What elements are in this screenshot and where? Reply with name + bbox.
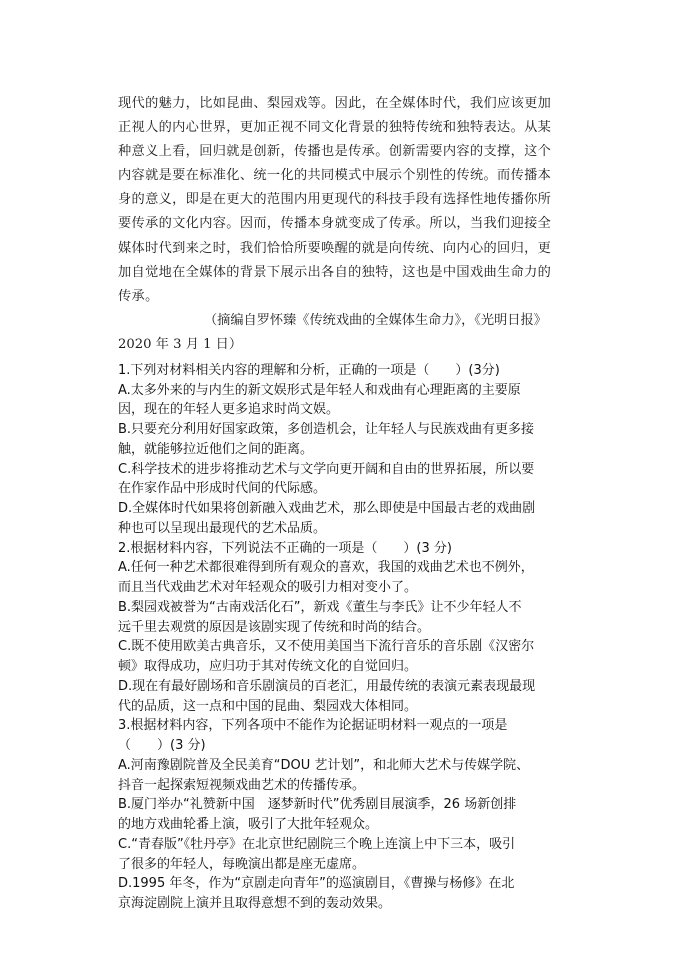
passage-line: 传承。 bbox=[118, 288, 159, 304]
passage-line: 媒体时代到来之时，我们恰恰所要唤醒的就是向传统、向内心的回归，更 bbox=[118, 240, 552, 256]
passage-line: 要传承的文化内容。因而，传播本身就变成了传承。所以，当我们迎接全 bbox=[118, 216, 552, 232]
question-2-option-c: C.既不使用欧美古典音乐，又不使用美国当下流行音乐的音乐剧《汉密尔 bbox=[118, 639, 535, 655]
passage-line: 内容就是要在标准化、统一化的共同模式中展示个别性的传统。而传播本 bbox=[118, 168, 552, 184]
question-2-option-c-cont: 顿》取得成功，应归功于其对传统文化的自觉回归。 bbox=[118, 659, 418, 675]
question-1-option-a-cont: 因，现在的年轻人更多追求时尚文娱。 bbox=[118, 402, 340, 418]
question-1-stem: 1.下列对材料相关内容的理解和分析，正确的一项是（ ）(3分) bbox=[118, 362, 500, 378]
question-1-option-a: A.太多外来的与内生的新文娱形式是年轻人和戏曲有心理距离的主要原 bbox=[118, 382, 521, 398]
source-citation bbox=[118, 309, 568, 357]
question-1-option-b: B.只要充分利用好国家政策，多创造机会，让年轻人与民族戏曲有更多接 bbox=[118, 422, 535, 438]
passage-line: 现代的魅力，比如昆曲、梨园戏等。因此，在全媒体时代，我们应该更加 bbox=[118, 96, 552, 111]
passage-line: 身的意义，即是在更大的范围内用更现代的科技手段有选择性地传播你所 bbox=[118, 192, 552, 208]
question-2-option-d: D.现在有最好剧场和音乐剧演员的百老汇，用最传统的表演元素表现最现 bbox=[118, 678, 536, 694]
question-3-option-c-cont: 了很多的年轻人，每晚演出都是座无虚席。 bbox=[118, 856, 366, 872]
question-2-option-b-cont: 远千里去观赏的原因是该剧实现了传统和时尚的结合。 bbox=[118, 619, 431, 635]
questions bbox=[118, 361, 568, 914]
question-1-option-d: D.全媒体时代如果将创新融入戏曲艺术，那么即使是中国最古老的戏曲剧 bbox=[118, 501, 536, 517]
question-2-option-d-cont: 代的品质，这一点和中国的昆曲、梨园戏大体相同。 bbox=[118, 698, 418, 714]
document-page bbox=[118, 92, 568, 914]
question-3-option-a-cont: 抖音一起探索短视频戏曲艺术的传播传承。 bbox=[118, 777, 366, 793]
question-1-option-c: C.科学技术的进步将推动艺术与文学向更开阔和自由的世界拓展，所以要 bbox=[118, 461, 535, 477]
question-3-option-b-cont: 的地方戏曲轮番上演，吸引了大批年轻观众。 bbox=[118, 817, 379, 833]
passage-line: 种意义上看，回归就是创新，传播也是传承。创新需要内容的支撑，这个 bbox=[118, 144, 552, 160]
passage bbox=[118, 92, 568, 309]
question-2-stem: 2.根据材料内容，下列说法不正确的一项是（ ）(3 分) bbox=[118, 540, 452, 556]
question-3-option-a: A.河南豫剧院普及全民美育“DOU 艺计划”，和北师大艺术与传媒学院、 bbox=[118, 757, 530, 773]
question-3-option-d-cont: 京海淀剧院上演并且取得意想不到的轰动效果。 bbox=[118, 896, 392, 912]
question-3-option-c: C.“青春版”《牡丹亭》在北京世纪剧院三个晚上连演上中下三本，吸引 bbox=[118, 836, 516, 852]
question-2-option-a-cont: 而且当代戏曲艺术对年轻观众的吸引力相对变小了。 bbox=[118, 580, 418, 596]
passage-line: 加自觉地在全媒体的背景下展示出各自的独特，这也是中国戏曲生命力的 bbox=[118, 264, 552, 280]
question-3-option-b: B.厦门举办“礼赞新中国 逐梦新时代”优秀剧目展演季，26 场新创排 bbox=[118, 797, 517, 813]
question-3-option-d: D.1995 年冬，作为“京剧走向青年”的巡演剧目，《曹操与杨修》在北 bbox=[118, 876, 515, 892]
question-1-option-d-cont: 种也可以呈现出最现代的艺术品质。 bbox=[118, 520, 327, 536]
question-2-option-b: B.梨园戏被誉为“古南戏活化石”，新戏《董生与李氏》让不少年轻人不 bbox=[118, 599, 522, 615]
question-3-stem: 3.根据材料内容，下列各项中不能作为论据证明材料一观点的一项是 bbox=[118, 718, 508, 734]
question-2-option-a: A.任何一种艺术都很难得到所有观众的喜欢，我国的戏曲艺术也不例外， bbox=[118, 560, 534, 576]
question-1-option-b-cont: 触，就能够拉近他们之间的距离。 bbox=[118, 441, 314, 457]
passage-line: 正视人的内心世界，更加正视不同文化背景的独特传统和独特表达。从某 bbox=[118, 120, 552, 136]
question-1-option-c-cont: 在作家作品中形成时代间的代际感。 bbox=[118, 481, 327, 497]
citation-line: （摘编自罗怀臻《传统戏曲的全媒体生命力》，《光明日报》 bbox=[204, 312, 547, 328]
citation-date: 2020 年 3 月 1 日） bbox=[118, 336, 243, 352]
question-3-stem-cont: （ ）(3 分) bbox=[118, 738, 206, 754]
